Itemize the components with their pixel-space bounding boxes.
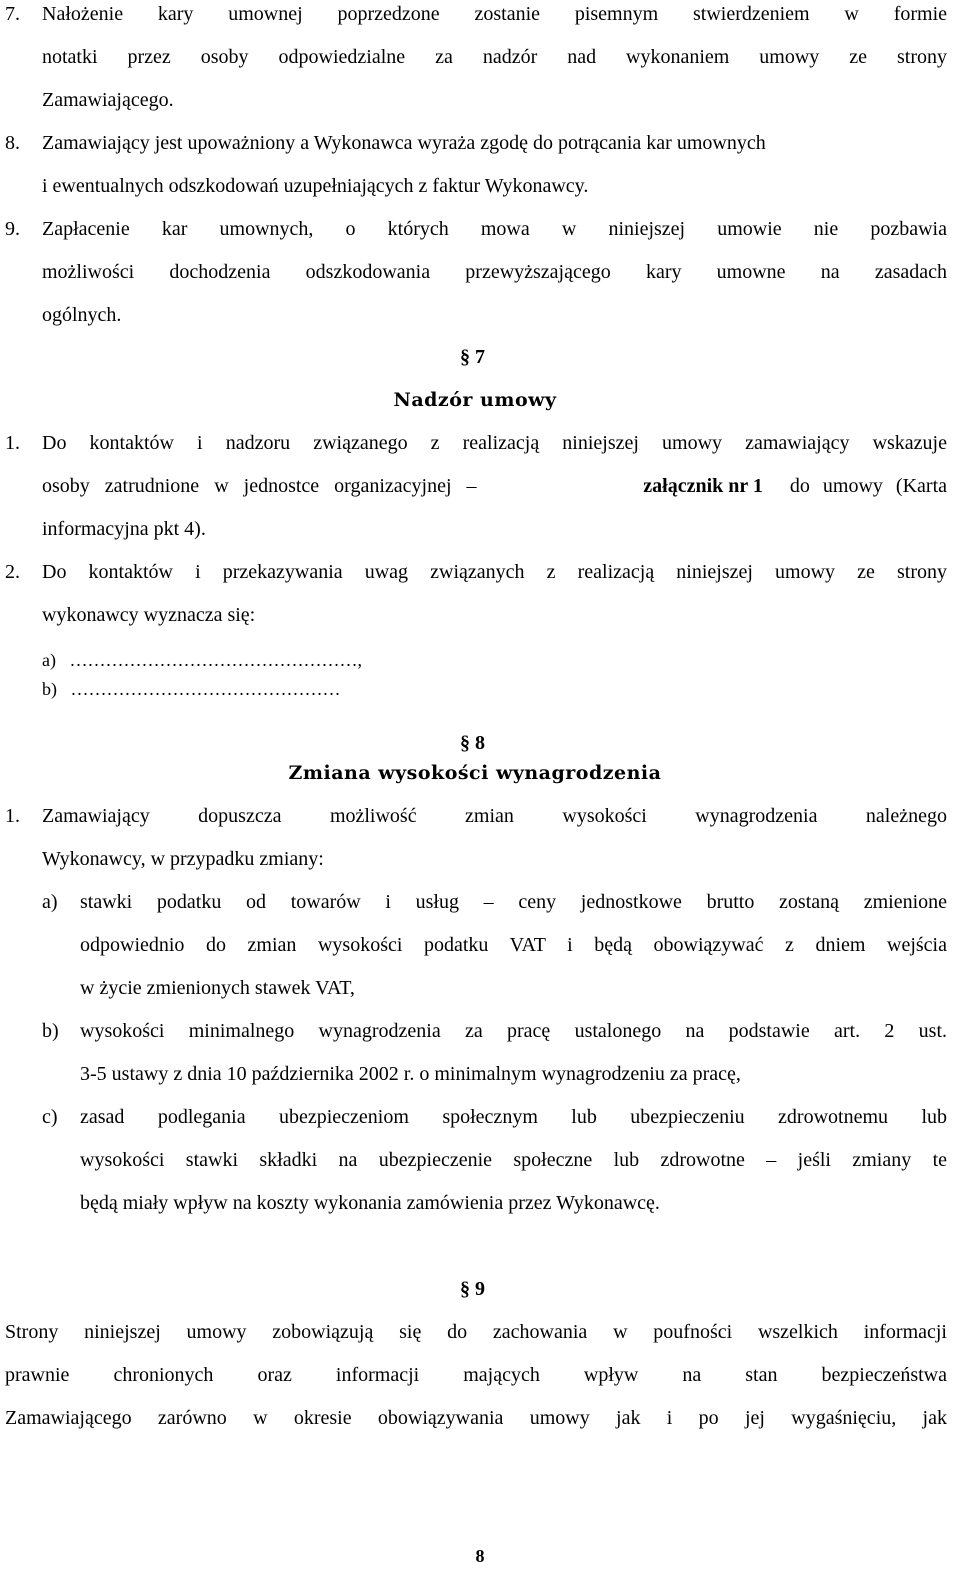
s8-label-c: c) xyxy=(42,1106,58,1128)
s7-item-number-2: 2. xyxy=(5,561,20,583)
item-8-line-2: i ewentualnych odszkodowań uzupełniających z faktur Wykonawcy. xyxy=(42,175,589,197)
s7-contact-a: a) …………………………………………, xyxy=(42,650,362,670)
s9-line-3: Zamawiającego zarówno w okresie obowiązywania umowy jak i po jej wygaśnięciu, jak xyxy=(5,1407,947,1429)
s7-item-1-line-1: Do kontaktów i nadzoru związanego z realizacją niniejszej umowy zamawiający wskazuje xyxy=(42,432,947,454)
s9-line-1: Strony niniejszej umowy zobowiązują się do zachowania w poufności wszelkich informacji xyxy=(5,1321,947,1343)
s8-item-1-line-2: Wykonawcy, w przypadku zmiany: xyxy=(42,848,324,870)
section-sign-7: § xyxy=(460,346,470,368)
s8-a-line-2: odpowiednio do zmian wysokości podatku VAT i będą obowiązywać z dniem wejścia xyxy=(80,934,947,956)
s7-item-number-1: 1. xyxy=(5,432,20,454)
section-sign-8: § xyxy=(460,732,470,754)
s8-c-line-3: będą miały wpływ na koszty wykonania zamówienia przez Wykonawcę. xyxy=(80,1192,660,1214)
s7-item-2-line-2: wykonawcy wyznacza się: xyxy=(42,604,256,626)
s7-item-1-line-2 xyxy=(42,474,947,498)
s8-a-line-1: stawki podatku od towarów i usług – ceny jednostkowe brutto zostaną zmienione xyxy=(80,891,947,913)
section-9-heading xyxy=(460,1277,485,1301)
item-number-7: 7. xyxy=(5,3,20,25)
item-7-line-1: Nałożenie kary umownej poprzedzone zostanie pisemnym stwierdzeniem w formie xyxy=(42,3,947,25)
section-number-9: 9 xyxy=(475,1278,485,1300)
s7-item-2-line-1: Do kontaktów i przekazywania uwag związanych z realizacją niniejszej umowy ze strony xyxy=(42,561,947,583)
item-number-9: 9. xyxy=(5,218,20,240)
s7-item-1-line-2-part-a: osoby zatrudnione w jednostce organizacyjnej – xyxy=(42,475,492,497)
section-number-7: 7 xyxy=(475,346,485,368)
section-8-title: Zmiana wysokości wynagrodzenia xyxy=(288,762,662,784)
page-number: 8 xyxy=(475,1546,485,1566)
section-sign-9: § xyxy=(460,1278,470,1300)
section-8-heading xyxy=(460,731,485,755)
s7-contact-b: b) ……………………………………… xyxy=(42,679,341,699)
s8-item-1-line-1: Zamawiający dopuszcza możliwość zmian wysokości wynagrodzenia należnego xyxy=(42,805,947,827)
s8-c-line-1: zasad podlegania ubezpieczeniom społecznym lub ubezpieczeniu zdrowotnemu lub xyxy=(80,1106,947,1128)
s8-a-line-3: w życie zmienionych stawek VAT, xyxy=(80,977,355,999)
s8-label-b: b) xyxy=(42,1020,59,1042)
s8-item-number-1: 1. xyxy=(5,805,20,827)
item-7-line-2: notatki przez osoby odpowiedzialne za nadzór nad wykonaniem umowy ze strony xyxy=(42,46,947,68)
s8-b-line-1: wysokości minimalnego wynagrodzenia za pracę ustalonego na podstawie art. 2 ust. xyxy=(80,1020,947,1042)
s7-item-1-line-2-part-c: do umowy (Karta xyxy=(776,475,947,497)
item-9-line-3: ogólnych. xyxy=(42,304,122,326)
section-number-8: 8 xyxy=(475,732,485,754)
s9-line-2: prawnie chronionych oraz informacji mających wpływ na stan bezpieczeństwa xyxy=(5,1364,947,1386)
item-7-line-3: Zamawiającego. xyxy=(42,89,174,111)
section-7-title: Nadzór umowy xyxy=(393,389,557,411)
s8-label-a: a) xyxy=(42,891,58,913)
attachment-reference: załącznik nr 1 xyxy=(643,475,763,497)
item-8-line-1: Zamawiający jest upoważniony a Wykonawca wyraża zgodę do potrącania kar umownych xyxy=(42,132,766,154)
section-7-heading xyxy=(460,345,485,369)
item-number-8: 8. xyxy=(5,132,20,154)
s8-b-line-2: 3-5 ustawy z dnia 10 października 2002 r. o minimalnym wynagrodzeniu za pracę, xyxy=(80,1063,741,1085)
s7-item-1-line-2-text xyxy=(42,474,629,498)
s7-item-1-line-3: informacyjna pkt 4). xyxy=(42,518,206,540)
s8-c-line-2: wysokości stawki składki na ubezpieczenie społeczne lub zdrowotne – jeśli zmiany te xyxy=(80,1149,947,1171)
item-9-line-1: Zapłacenie kar umownych, o których mowa w niniejszej umowie nie pozbawia xyxy=(42,218,947,240)
item-9-line-2: możliwości dochodzenia odszkodowania przewyższającego kary umowne na zasadach xyxy=(42,261,947,283)
